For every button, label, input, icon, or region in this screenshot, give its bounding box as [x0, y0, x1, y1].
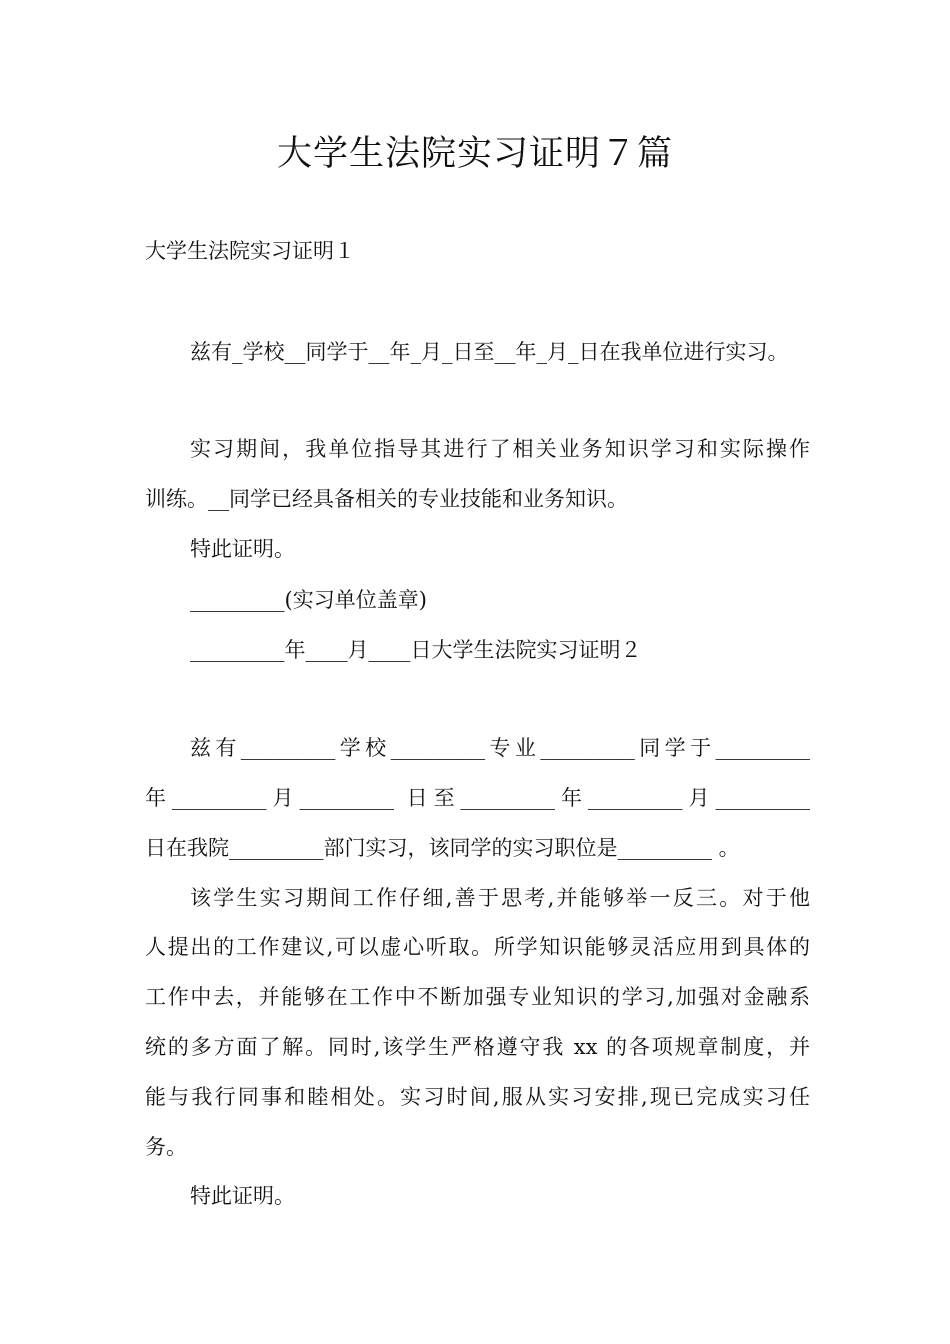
document-title: 大学生法院实习证明７篇	[276, 134, 673, 174]
paragraph-line: 年_________月_________ 日至_________年_________月_________	[145, 786, 810, 810]
paragraph-line: 实习期间，我单位指导其进行了相关业务知识学习和实际操作	[190, 437, 810, 461]
paragraph-line: 该学生实习期间工作仔细,善于思考,并能够举一反三。对于他	[190, 886, 810, 910]
paragraph-line: 工作中去，并能够在工作中不断加强专业知识的学习,加强对金融系	[145, 985, 810, 1009]
paragraph-line: 日在我院_________部门实习，该同学的实习职位是_________ 。	[145, 836, 740, 860]
paragraph-line: 务。	[145, 1135, 187, 1159]
date-line: _________年____月____日大学生法院实习证明２	[190, 638, 642, 662]
section-heading-1: 大学生法院实习证明１	[145, 239, 355, 263]
paragraph-line: 能与我行同事和睦相处。实习时间,服从实习安排,现已完成实习任	[145, 1085, 810, 1109]
closing-line: 特此证明。	[190, 1184, 295, 1208]
paragraph-line: 兹有_________学校_________专业_________同学于_________	[190, 736, 810, 760]
paragraph-line: 人提出的工作建议,可以虚心听取。所学知识能够灵活应用到具体的	[145, 935, 810, 959]
closing-line: 特此证明。	[190, 537, 295, 561]
paragraph-line: 训练。__同学已经具备相关的专业技能和业务知识。	[145, 487, 628, 511]
paragraph-line: 统的多方面了解。同时,该学生严格遵守我 xx 的各项规章制度，并	[145, 1035, 810, 1059]
seal-line: _________(实习单位盖章)	[190, 588, 427, 612]
paragraph-line: 兹有_学校__同学于__年_月_日至__年_月_日在我单位进行实习。	[190, 340, 789, 364]
